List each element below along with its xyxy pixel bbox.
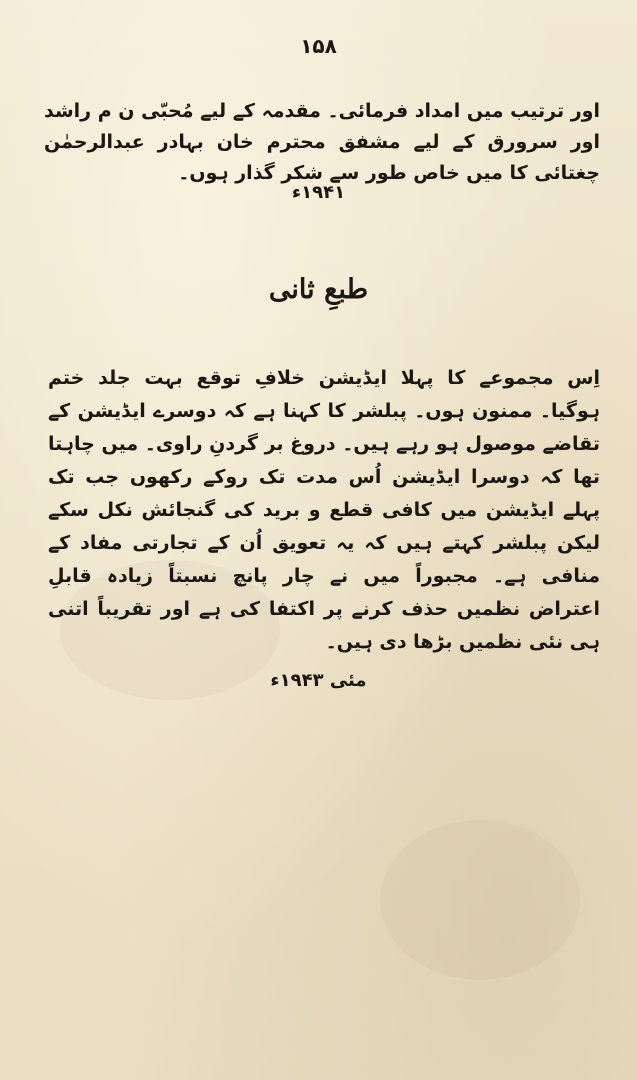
preface-date: ۱۹۴۱ء <box>291 182 346 203</box>
paper-stain <box>380 820 580 980</box>
page-number: ۱۵۸ <box>300 34 337 58</box>
second-edition-date: مئی ۱۹۴۳ء <box>270 670 367 691</box>
section-heading: طبعِ ثانی <box>268 274 369 305</box>
second-edition-paragraph: اِس مجموعے کا پہلا ایڈیشن خلافِ توقع بہت جلد ختم ہوگیا۔ ممنون ہوں۔ پبلشر کا کہنا ہے کہ دوسرے ایڈیشن کے تقاضے موصول ہو رہے ہیں۔ دروغ بر گردنِ راوی۔ میں چاہتا تھا کہ دوسرا ایڈیشن اُس مدت تک روکے رکھوں جب تک پہلے ایڈیشن میں کافی قطع و برید کی گنجائش نکل سکے لیکن پبلشر کہتے ہیں کہ یہ تعویق اُن کے تجارتی مفاد کے منافی ہے۔ مجبوراً میں نے چار پانچ نسبتاً زیادہ قابلِ اعتراض نظمیں حذف کرنے پر اکتفا کی ہے اور تقریباً اتنی ہی نئی نظمیں بڑھا دی ہیں۔ <box>48 367 600 653</box>
preface-closing-paragraph: اور ترتیب میں امداد فرمائی۔ مقدمہ کے لیے مُحبّی ن م راشد اور سرورق کے لیے مشفق محترم خان بہادر عبدالرحمٰن چغتائی کا میں خاص طور سے شکر گذار ہوں۔ <box>44 100 600 184</box>
